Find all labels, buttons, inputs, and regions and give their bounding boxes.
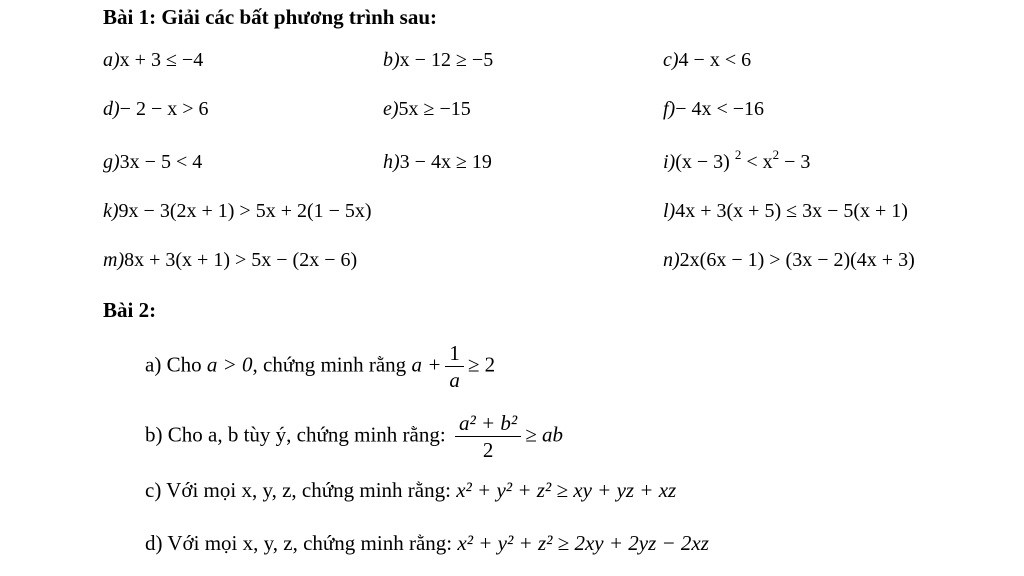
problem-expression: x − 12 ≥ −5 <box>399 49 494 71</box>
fraction-numerator: 1 <box>445 340 464 367</box>
fraction-denominator: 2 <box>482 438 494 462</box>
exercise-2d-expression: x² + y² + z² ≥ 2xy + 2yz − 2xz <box>457 531 709 555</box>
problem-expression: − 4x < −16 <box>675 98 765 120</box>
problem-e <box>383 98 471 121</box>
problem-label: l) <box>663 200 676 222</box>
exercise-2a <box>145 340 495 393</box>
fraction <box>445 340 464 393</box>
problem-expression: 4x + 3(x + 5) ≤ 3x − 5(x + 1) <box>675 200 908 222</box>
problem-a <box>103 49 203 72</box>
exercise-2b <box>145 410 563 463</box>
problem-k <box>103 200 372 223</box>
problem-d <box>103 98 209 121</box>
problem-b <box>383 49 493 72</box>
problem-expression: − 2 − x > 6 <box>119 98 209 120</box>
problem-expression-right: − 3 <box>784 151 811 173</box>
problem-expression: 2x(6x − 1) > (3x − 2)(4x + 3) <box>679 249 915 271</box>
problem-h <box>383 151 492 174</box>
problem-g <box>103 151 202 174</box>
problem-label: i) <box>663 151 676 173</box>
exercise-2a-condition: a > 0 <box>206 352 253 377</box>
problem-label: k) <box>103 200 119 222</box>
exercise-2-title: Bài 2: <box>103 298 157 322</box>
exercise-2a-rhs: ≥ 2 <box>467 352 496 377</box>
problem-expression: 4 − x < 6 <box>678 49 752 71</box>
fraction-denominator: a <box>449 368 460 392</box>
exercise-2a-lhs: a + <box>411 352 442 377</box>
problem-label: d) <box>103 98 120 120</box>
problem-label: n) <box>663 249 680 271</box>
problem-expression: 3 − 4x ≥ 19 <box>399 151 492 173</box>
problem-label: e) <box>383 98 399 120</box>
problem-expression-mid: < x <box>746 151 773 173</box>
problem-label: f) <box>663 98 676 120</box>
problem-label: a) <box>103 49 120 71</box>
problem-n <box>663 249 915 272</box>
problem-label: m) <box>103 249 125 271</box>
problem-l <box>663 200 908 223</box>
problem-label: b) <box>383 49 400 71</box>
problem-i <box>663 147 811 174</box>
problem-label: h) <box>383 151 400 173</box>
problem-expression-left: (x − 3) <box>675 151 730 173</box>
problem-expression: 5x ≥ −15 <box>398 98 471 120</box>
exercise-2b-text: b) Cho a, b tùy ý, chứng minh rằng: <box>145 422 451 447</box>
problem-label: c) <box>663 49 679 71</box>
exercise-2b-rhs: ≥ ab <box>525 422 563 447</box>
fraction-numerator: a² + b² <box>455 410 521 437</box>
problem-expression: x + 3 ≤ −4 <box>119 49 204 71</box>
exponent: 2 <box>772 147 780 162</box>
fraction <box>455 410 521 463</box>
problem-label: g) <box>103 151 120 173</box>
exercise-2d-text: d) Với mọi x, y, z, chứng minh rằng: <box>145 531 458 555</box>
exercise-2c-text: c) Với mọi x, y, z, chứng minh rằng: <box>145 478 457 502</box>
exercise-2c-expression: x² + y² + z² ≥ xy + yz + xz <box>456 478 677 502</box>
problem-f <box>663 98 764 121</box>
problem-expression: 3x − 5 < 4 <box>119 151 203 173</box>
exercise-2c <box>145 478 676 503</box>
problem-expression: 9x − 3(2x + 1) > 5x + 2(1 − 5x) <box>118 200 372 222</box>
exercise-2a-text: a) Cho <box>145 352 207 377</box>
exponent: 2 <box>734 147 742 162</box>
problem-expression: 8x + 3(x + 1) > 5x − (2x − 6) <box>124 249 358 271</box>
exercise-2d <box>145 531 709 556</box>
problem-c <box>663 49 751 72</box>
exercise-2a-text-2: , chứng minh rằng <box>252 352 412 377</box>
problem-m <box>103 249 357 272</box>
exercise-1-title: Bài 1: Giải các bất phương trình sau: <box>103 5 438 29</box>
